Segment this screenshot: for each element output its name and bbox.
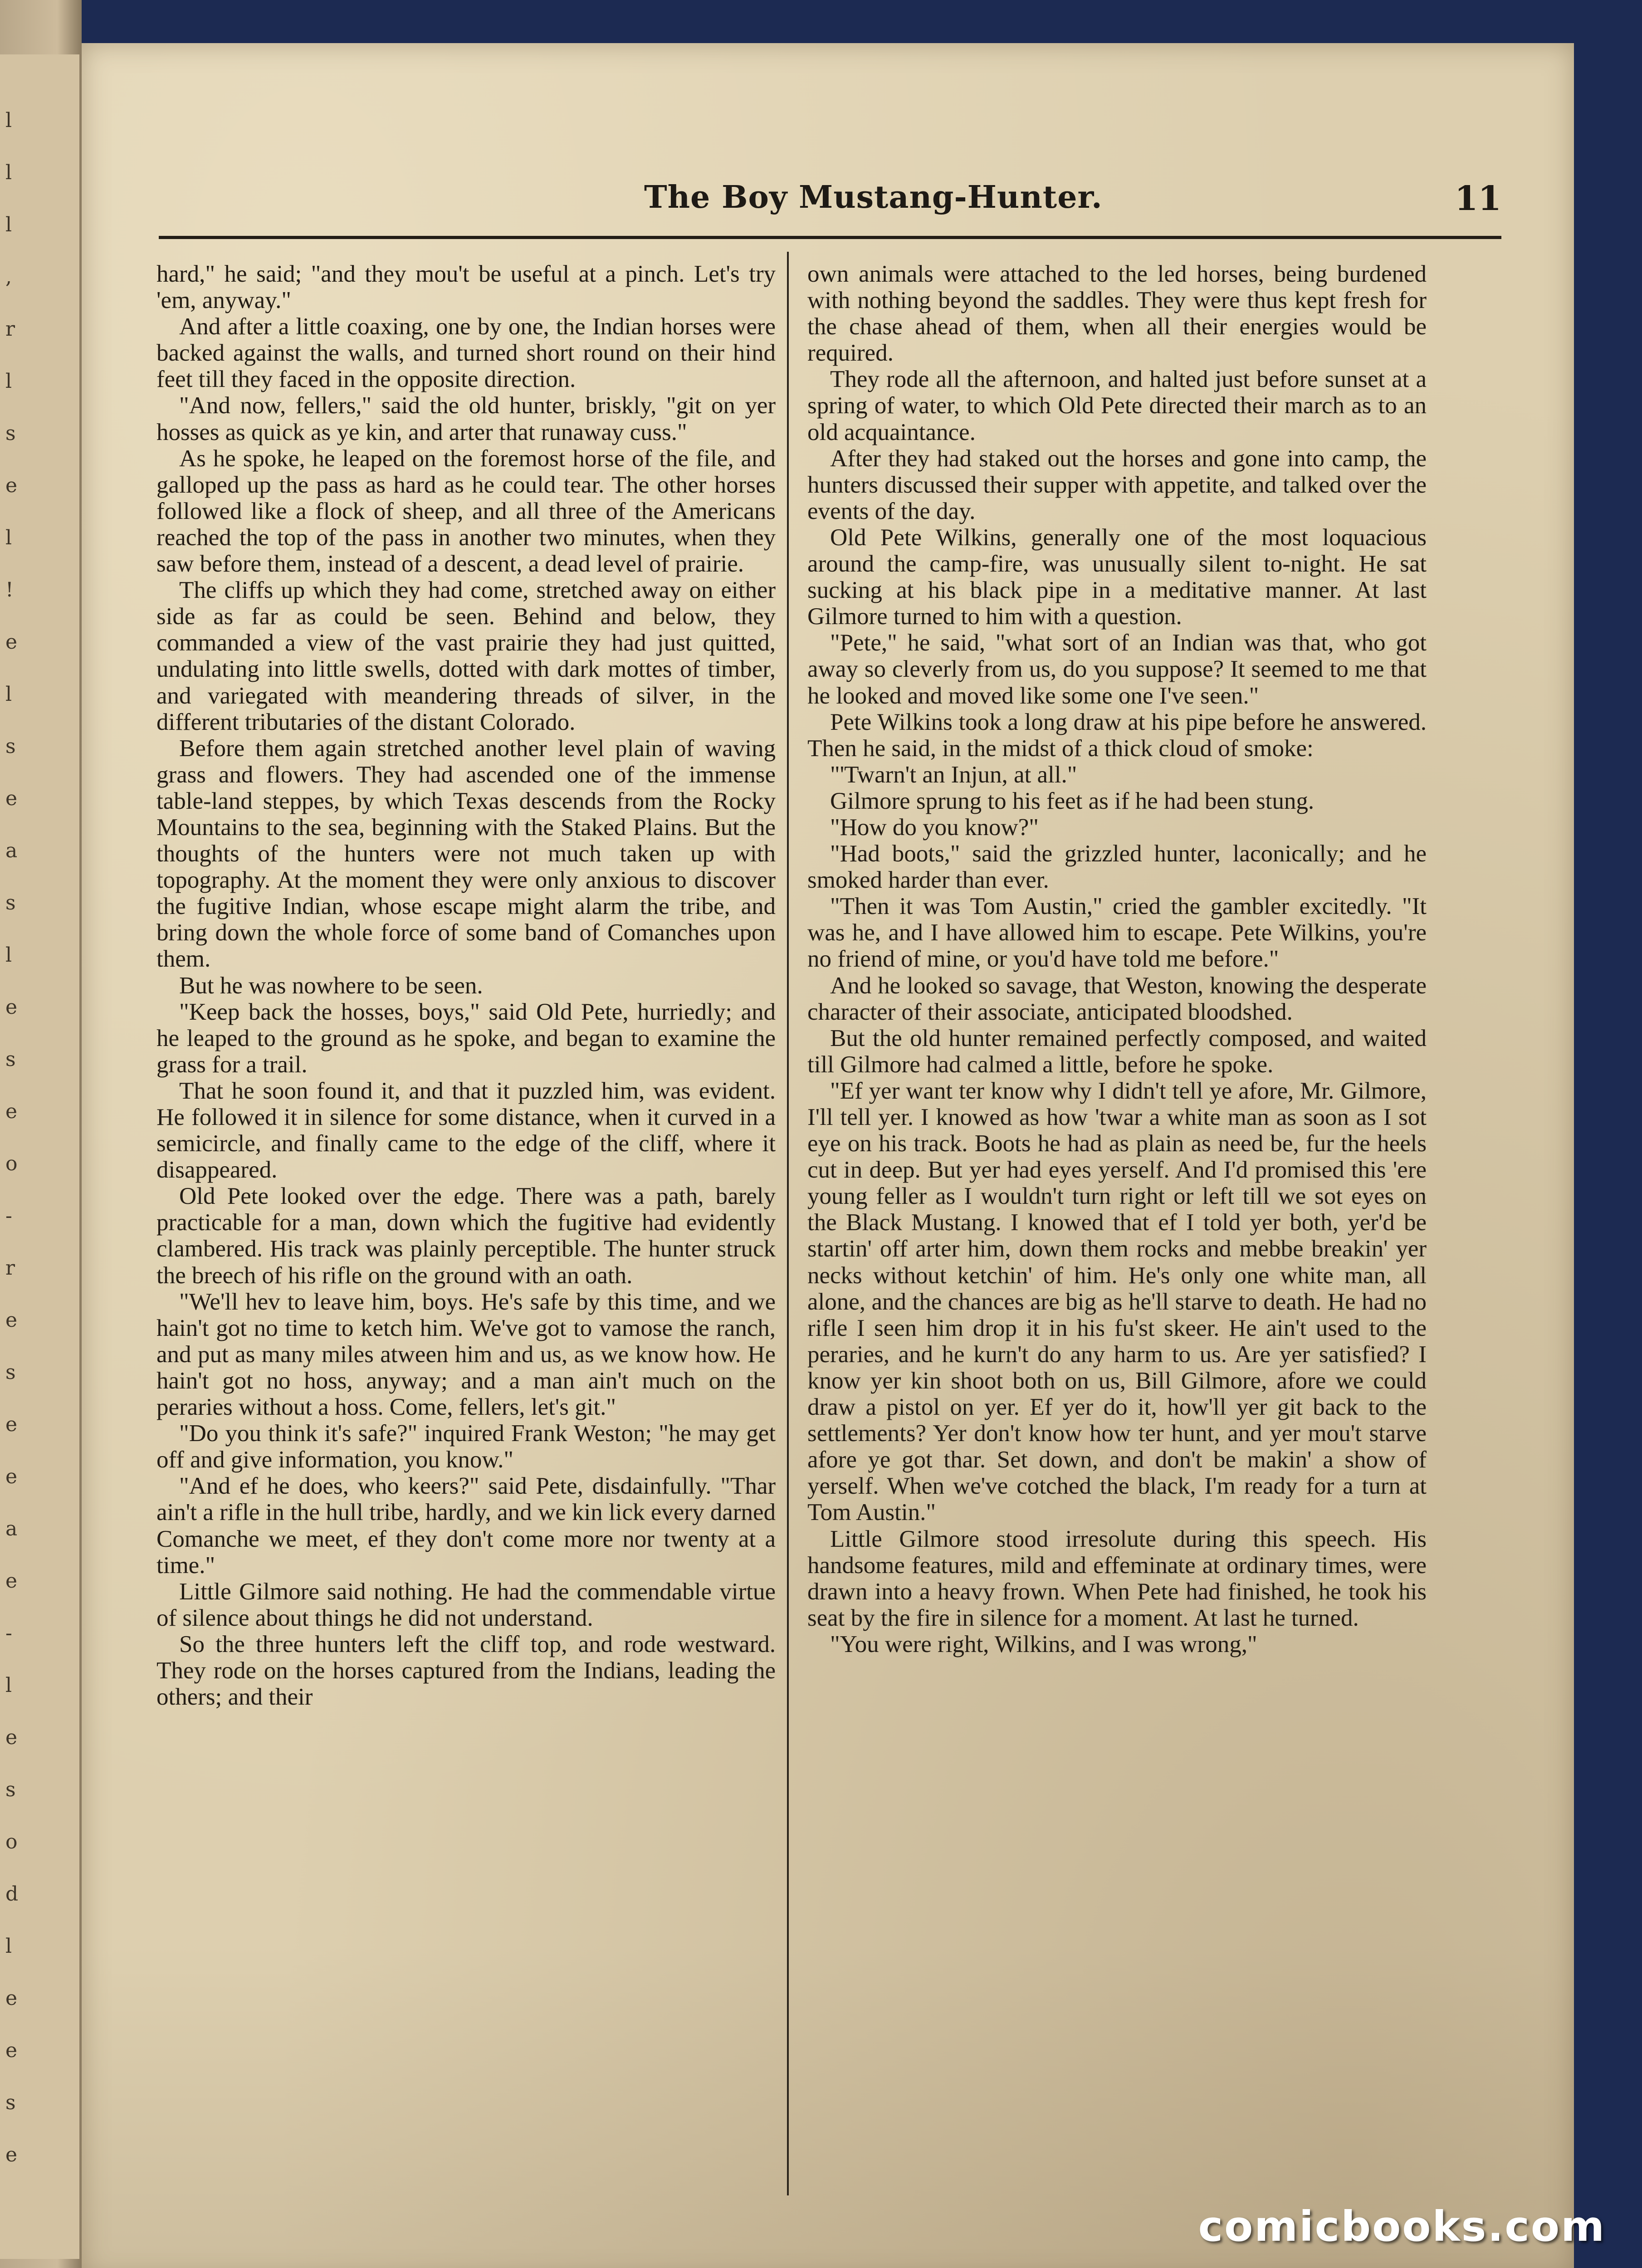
left-page-fragment: ,: [5, 265, 12, 288]
left-page-fragment: s: [5, 1361, 16, 1384]
magazine-page: [82, 43, 1574, 2268]
left-page-fragment: l: [5, 213, 12, 236]
paragraph: That he soon found it, and that it puzzled him, was evident. He followed it in silence for some distance, when it curved in a semicircle, and finally came to the edge of the cliff, where it disappeared.: [156, 1077, 776, 1183]
header-rule: [159, 236, 1501, 239]
column-divider: [787, 252, 789, 2195]
left-page-edge: [0, 54, 79, 2259]
paragraph: And after a little coaxing, one by one, the Indian horses were backed against the walls, and turned short round on their hind feet till they faced in the opposite direction.: [156, 313, 776, 393]
running-head: [159, 179, 1501, 229]
paragraph: As he spoke, he leaped on the foremost horse of the file, and galloped up the pass as hard as he could tear. The other horses followed like a flock of sheep, and all three of the Americans reached the top of the pass in another two minutes, when they saw before them, instead of a descent, a dead level of prairie.: [156, 445, 776, 577]
left-page-fragment: s: [5, 1778, 16, 1801]
left-page-fragment: s: [5, 422, 16, 445]
paragraph: Old Pete Wilkins, generally one of the most loquacious around the camp-fire, was unusually silent to-night. He sat sucking at his black pipe in a meditative manner. At last Gilmore turned to him with a question.: [807, 524, 1427, 630]
left-page-fragment: e: [5, 787, 18, 810]
left-page-fragment: e: [5, 474, 18, 497]
paragraph: So the three hunters left the cliff top, and rode westward. They rode on the horses captured from the Indians, leading the others; and their: [156, 1631, 776, 1711]
left-page-fragment: s: [5, 2091, 16, 2114]
page-number: 11: [1455, 179, 1501, 218]
left-page-fragment: r: [5, 1256, 15, 1280]
left-page-fragment: l: [5, 1674, 12, 1697]
left-page-fragment: e: [5, 2039, 18, 2062]
left-page-fragment: e: [5, 1465, 18, 1488]
left-page-fragment: r: [5, 318, 15, 341]
left-page-fragment: -: [5, 1204, 12, 1227]
paragraph: "Then it was Tom Austin," cried the gambler excitedly. "It was he, and I have allowed him to escape. Pete Wilkins, you're no friend of mine, or you'd have told me before.": [807, 893, 1427, 973]
paragraph: They rode all the afternoon, and halted just before sunset at a spring of water, to which Old Pete directed their march as to an old acquaintance.: [807, 366, 1427, 445]
paragraph: hard," he said; "and they mou't be useful at a pinch. Let's try 'em, anyway.": [156, 261, 776, 314]
paragraph: The cliffs up which they had come, stretched away on either side as far as could be seen. Behind and below, they commanded a view of the vast prairie they had just quitted, undulating into little swells, dotted with dark mottes of timber, and variegated with meandering threads of silver, in the different tributaries of the distant Colorado.: [156, 577, 776, 735]
paragraph: "Ef yer want ter know why I didn't tell ye afore, Mr. Gilmore, I'll tell yer. I knowed as how 'twar a white man as soon as I sot eye on his track. Boots he had as plain as need be, fur the heels cut in deep. But yer had eyes yerself. And I'd promised this 'ere young feller as I wouldn't turn right or left till we sot eyes on the Black Mustang. I knowed that ef I told yer both, yer'd be startin' off arter him, down them rocks and mebbe breakin' yer necks without ketchin' of him. He's only one white man, all alone, and the chances are big as he'll starve to death. He had no rifle I seen him drop it in his fu'st skeer. He ain't used to the peraries, and he kurn't do any harm to us. Are yer satisfied? I know yer kin shoot both on us, Bill Gilmore, afore we could draw a pistol on yer. Ef yer do it, how'll yer git back to the settlements? Yer don't know how ter hunt, and yer mou't starve afore ye got thar. Set down, and don't be makin' a show of yerself. When we've cotched the black, I'm ready for a turn at Tom Austin.": [807, 1077, 1427, 1526]
paragraph: Old Pete looked over the edge. There was a path, barely practicable for a man, down which the fugitive had evidently clambered. His track was plainly perceptible. The hunter struck the breech of his rifle on the ground with an oath.: [156, 1183, 776, 1289]
paragraph: But he was nowhere to be seen.: [179, 972, 483, 999]
paragraph: "And ef he does, who keers?" said Pete, disdainfully. "Thar ain't a rifle in the hull tribe, hardly, and we kin lick every darned Comanche we meet, ef they don't come more nor twenty at a time.": [156, 1473, 776, 1579]
left-column: [156, 261, 776, 2211]
paragraph: After they had staked out the horses and gone into camp, the hunters discussed their supper with appetite, and talked over the events of the day.: [807, 445, 1427, 524]
paragraph: "You were right, Wilkins, and I was wrong,": [830, 1631, 1257, 1657]
left-page-fragment: !: [5, 578, 14, 601]
watermark: comicbooks.com: [1198, 2202, 1606, 2251]
paragraph: Before them again stretched another level plain of waving grass and flowers. They had ascended one of the immense table-land steppes, by which Texas descends from the Rocky Mountains to the sea, beginning with the Staked Plains. But the thoughts of the hunters were not much taken up with topography. At the moment they were only anxious to discover the fugitive Indian, whose escape might alarm the tribe, and bring down the whole force of some band of Comanches upon them.: [156, 735, 776, 973]
left-page-fragment: l: [5, 109, 12, 132]
left-page-fragment: e: [5, 1309, 18, 1332]
paragraph: "Had boots," said the grizzled hunter, laconically; and he smoked harder than ever.: [807, 841, 1427, 894]
left-page-fragment: a: [5, 1517, 18, 1540]
paragraph: "How do you know?": [830, 814, 1039, 841]
paragraph: "Pete," he said, "what sort of an Indian was that, who got away so cleverly from us, do you suppose? It seemed to me that he looked and moved like some one I've seen.": [807, 630, 1427, 709]
left-page-fragment: e: [5, 1987, 18, 2010]
left-page-fragment: e: [5, 996, 18, 1019]
paragraph: But the old hunter remained perfectly composed, and waited till Gilmore had calmed a little, before he spoke.: [807, 1025, 1427, 1078]
left-page-fragment: o: [5, 1152, 18, 1175]
paragraph: Little Gilmore said nothing. He had the commendable virtue of silence about things he did not understand.: [156, 1578, 776, 1631]
left-page-fragment: e: [5, 631, 18, 654]
left-page-fragment: e: [5, 1100, 18, 1123]
left-page-fragment: l: [5, 161, 12, 184]
left-page-fragment: s: [5, 735, 16, 758]
left-page-fragment: e: [5, 1726, 18, 1749]
left-page-fragment: s: [5, 891, 16, 914]
paragraph: And he looked so savage, that Weston, knowing the desperate character of their associate, anticipated bloodshed.: [807, 972, 1427, 1025]
left-page-fragment: l: [5, 683, 12, 706]
left-page-fragment: o: [5, 1830, 18, 1853]
paragraph: own animals were attached to the led horses, being burdened with nothing beyond the saddles. They were thus kept fresh for the chase ahead of them, when all their energies would be required.: [807, 261, 1427, 367]
paragraph: Little Gilmore stood irresolute during this speech. His handsome features, mild and effeminate at ordinary times, were drawn into a heavy frown. When Pete had finished, he took his seat by the fire in silence for a moment. At last he turned.: [807, 1525, 1427, 1631]
paragraph: "Do you think it's safe?" inquired Frank Weston; "he may get off and give information, you know.": [156, 1420, 776, 1473]
paragraph: Gilmore sprung to his feet as if he had been stung.: [830, 787, 1315, 814]
left-page-fragment: l: [5, 943, 12, 967]
left-page-fragment: l: [5, 526, 12, 549]
paragraph: Pete Wilkins took a long draw at his pipe before he answered. Then he said, in the midst of a thick cloud of smoke:: [807, 709, 1427, 762]
left-page-fragment: -: [5, 1622, 12, 1645]
left-page-fragment: a: [5, 839, 18, 862]
left-page-fragment: l: [5, 1935, 12, 1958]
paragraph: "Keep back the hosses, boys," said Old Pete, hurriedly; and he leaped to the ground as he spoke, and began to examine the grass for a trail.: [156, 998, 776, 1078]
running-title: The Boy Mustang-Hunter.: [644, 179, 1103, 215]
paragraph: "'Twarn't an Injun, at all.": [830, 761, 1077, 788]
left-page-fragment: e: [5, 2143, 18, 2166]
right-column: [807, 261, 1427, 2211]
left-page-fragment: e: [5, 1569, 18, 1593]
paragraph: "We'll hev to leave him, boys. He's safe by this time, and we hain't got no time to ketch him. We've got to vamose the ranch, and put as many miles atween him and us, as we know how. He hain't got no hoss, anyway; and a man ain't much on the peraries without a hoss. Come, fellers, let's git.": [156, 1288, 776, 1421]
left-page-fragment: s: [5, 1048, 16, 1071]
left-page-fragment: e: [5, 1413, 18, 1436]
paragraph: "And now, fellers," said the old hunter, briskly, "git on yer hosses as quick as ye kin, and arter that runaway cuss.": [156, 392, 776, 445]
left-page-fragment: l: [5, 370, 12, 393]
left-page-fragment: d: [5, 1882, 19, 1906]
